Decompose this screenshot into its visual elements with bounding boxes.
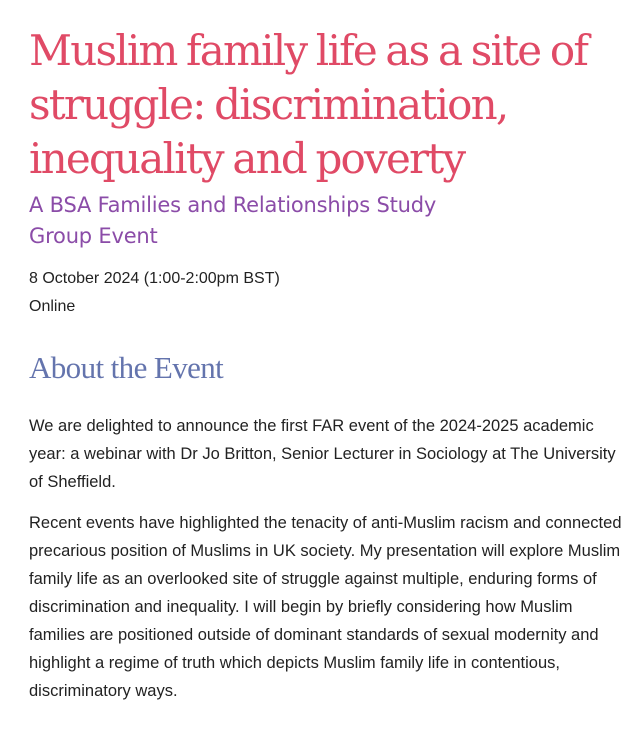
event-meta [29,265,629,321]
event-location: Online [29,298,76,315]
event-page [29,0,629,705]
about-heading: About the Event [29,350,224,385]
about-section [29,348,629,705]
event-title: Muslim family life as a site of struggle: discrimination, inequality and poverty [29,26,588,183]
about-paragraph-1: We are delighted to announce the first FAR event of the 2024-2025 academic year: a webinar with Dr Jo Britton, Senior Lecturer in Sociology at The University of Sheffield. [29,417,616,491]
about-paragraph-2: Recent events have highlighted the tenacity of anti-Muslim racism and connected precarious position of Muslims in UK society. My presentation will explore Muslim family life as an overlooked site of struggle against multiple, enduring forms of discrimination and inequality. I will begin by briefly considering how Muslim families are positioned outside of dominant standards of sexual modernity and highlight a regime of truth which depicts Muslim family life in contentious, discriminatory ways. [29,514,622,700]
event-date-time: 8 October 2024 (1:00-2:00pm BST) [29,270,280,287]
event-subtitle: A BSA Families and Relationships Study Group Event [29,193,437,248]
